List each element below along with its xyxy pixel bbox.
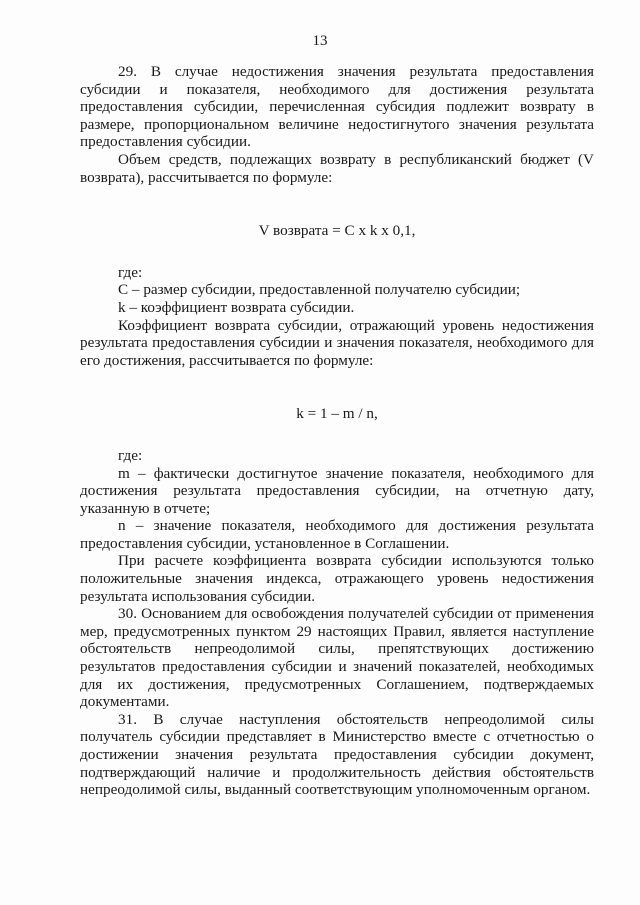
document-body — [80, 63, 594, 799]
paragraph-coefficient: Коэффициент возврата субсидии, отражающий уровень недостижения результата предоставления субсидии и значения показателя, необходимого для его достижения, рассчитывается по формуле: — [80, 316, 594, 369]
formula-k: k = 1 – m / n, — [296, 405, 378, 423]
paragraph-volume: Объем средств, подлежащих возврату в республиканский бюджет (V возврата), рассчитывается по формуле: — [80, 150, 594, 186]
where-label-2: где: — [118, 446, 143, 464]
paragraph-31: 31. В случае наступления обстоятельств непреодолимой силы получатель субсидии представляет в Министерство вместе с отчетностью о достижении значения результата предоставления субсидии документ, подтверждающий наличие и продолжительность действия обстоятельств непреодолимой силы, выданный соответствующим уполномоченным органом. — [80, 710, 594, 799]
paragraph-29: 29. В случае недостижения значения результата предоставления субсидии и показателя, необходимого для достижения результата предоставления субсидии, перечисленная субсидия подлежит возврату в размере, пропорциональном величине недостигнутого значения результата предоставления субсидии. — [80, 63, 594, 151]
definition-k: k – коэффициент возврата субсидии. — [118, 298, 355, 316]
formula-v-return: V возврата = C x k x 0,1, — [258, 222, 416, 240]
page-number: 13 — [312, 33, 328, 49]
where-label-1: где: — [118, 263, 143, 281]
definition-n: n – значение показателя, необходимого для достижения результата предоставления субсидии, установленное в Соглашении. — [80, 517, 594, 552]
definition-c: C – размер субсидии, предоставленной получателю субсидии; — [118, 281, 521, 299]
definition-m: m – фактически достигнутое значение показателя, необходимого для достижения результата предоставления субсидии, на отчетную дату, указанную в отчете; — [80, 464, 594, 517]
paragraph-30: 30. Основанием для освобождения получателей субсидии от применения мер, предусмотренных пунктом 29 настоящих Правил, является наступление обстоятельств непреодолимой силы, препятствующих достижению результатов предоставления субсидии и значений показателей, необходимых для их достижения, предусмотренных Соглашением, подтверждаемых документами. — [80, 605, 594, 711]
paragraph-calculation: При расчете коэффициента возврата субсидии используются только положительные значения индекса, отражающего уровень недостижения результата использования субсидии. — [80, 552, 594, 605]
